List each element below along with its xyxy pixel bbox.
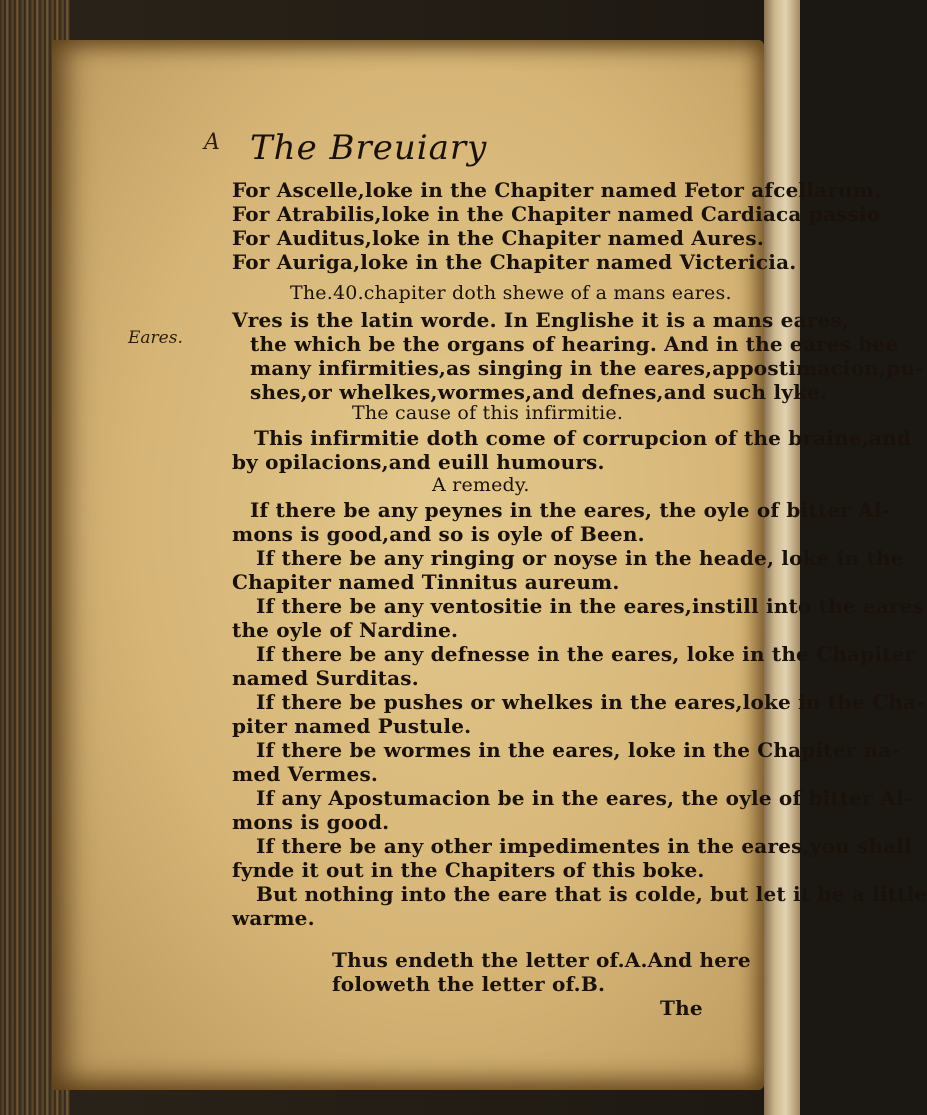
running-head: The Breuiary xyxy=(250,128,488,168)
text-line: shes,or whelkes,wormes,and defnes,and such lyke. xyxy=(250,380,828,404)
text-line: Thus endeth the letter of.A.And here xyxy=(332,948,751,972)
text-line: If there be any other impedimentes in the eares,you shall xyxy=(256,834,912,858)
text-line: If there be any ringing or noyse in the heade, loke in the xyxy=(256,546,904,570)
text-line: Vres is the latin worde. In Englishe it is a mans eares, xyxy=(232,308,850,332)
text-line: warme. xyxy=(232,906,315,930)
text-line: If any Apostumacion be in the eares, the oyle of bitter Al- xyxy=(256,786,913,810)
text-line: But nothing into the eare that is colde, but let it be a little xyxy=(256,882,927,906)
text-line: the which be the organs of hearing. And in the eares bee xyxy=(250,332,899,356)
catchword: The xyxy=(660,996,703,1020)
section-heading: The cause of this infirmitie. xyxy=(352,402,624,424)
margin-note-eares: Eares. xyxy=(128,328,183,348)
text-line: If there be pushes or whelkes in the eares,loke in the Cha- xyxy=(256,690,925,714)
text-line: For Ascelle,loke in the Chapiter named Fetor afcellarum. xyxy=(232,178,882,202)
text-line: named Surditas. xyxy=(232,666,419,690)
text-line: by opilacions,and euill humours. xyxy=(232,450,605,474)
text-line: mons is good. xyxy=(232,810,390,834)
text-line: fynde it out in the Chapiters of this boke. xyxy=(232,858,705,882)
text-line: If there be any defnesse in the eares, loke in the Chapiter xyxy=(256,642,916,666)
text-line: If there be any ventositie in the eares,instill into the eares xyxy=(256,594,925,618)
section-heading: A remedy. xyxy=(432,474,530,496)
text-line: For Auditus,loke in the Chapiter named Aures. xyxy=(232,226,764,250)
text-line: For Auriga,loke in the Chapiter named Victericia. xyxy=(232,250,797,274)
text-line: For Atrabilis,loke in the Chapiter named Cardiaca passio xyxy=(232,202,881,226)
margin-signature-mark: A xyxy=(204,130,220,155)
text-line: Chapiter named Tinnitus aureum. xyxy=(232,570,620,594)
text-line: If there be any peynes in the eares, the oyle of bitter Al- xyxy=(250,498,891,522)
text-line: the oyle of Nardine. xyxy=(232,618,459,642)
text-line: med Vermes. xyxy=(232,762,379,786)
chapter-heading: The.40.chapiter doth shewe of a mans eares. xyxy=(290,282,732,304)
text-line: piter named Pustule. xyxy=(232,714,472,738)
text-line: This infirmitie doth come of corrupcion of the braine,and xyxy=(254,426,912,450)
text-line: mons is good,and so is oyle of Been. xyxy=(232,522,645,546)
text-line: many infirmities,as singing in the eares,appostimacion,pu- xyxy=(250,356,924,380)
text-line: foloweth the letter of.B. xyxy=(332,972,606,996)
text-line: If there be wormes in the eares, loke in the Chapiter na- xyxy=(256,738,900,762)
